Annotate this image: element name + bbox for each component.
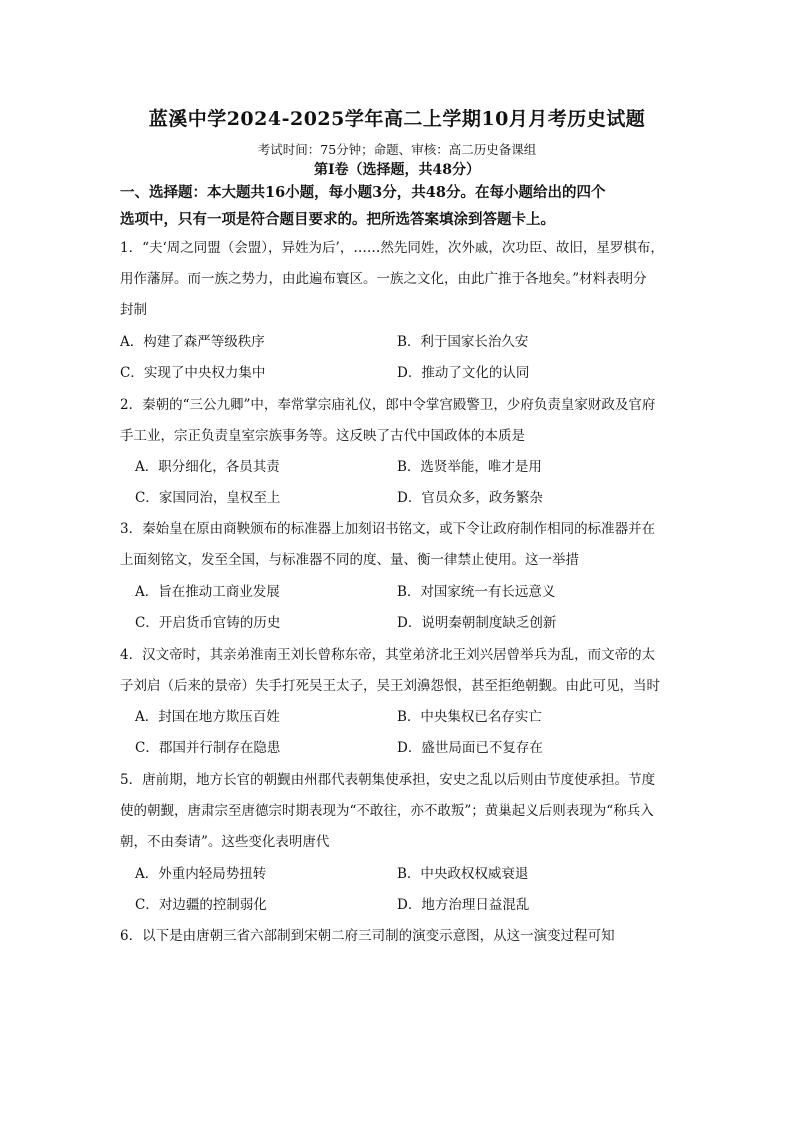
option-c: C．实现了中央权力集中	[120, 365, 266, 381]
exam-meta: 考试时间：75分钟；命题、审核：高二历史备课组	[257, 142, 537, 157]
option-a: A．封国在地方欺压百姓	[135, 709, 280, 725]
question-text-line: 2．秦朝的“三公九卿”中，奉常掌宗庙礼仪，郎中令掌宫殿警卫，少府负责皇家财政及官府	[120, 397, 656, 413]
question-text-line: 1．“夫‘周之同盟（会盟），异姓为后’，……然先同姓，次外戚，次功臣、故旧，星罗棋布，	[120, 240, 664, 256]
instructions-line-1: 一、选择题：本大题共16小题，每小题3分，共48分。在每小题给出的四个	[120, 184, 606, 201]
question-text-line: 手工业，宗正负责皇室宗族事务等。这反映了古代中国政体的本质是	[120, 428, 525, 444]
option-b: B．中央政权权威衰退	[397, 866, 529, 882]
option-d: D．地方治理日益混乱	[397, 897, 530, 913]
option-c: C．家国同治，皇权至上	[135, 490, 281, 506]
question-text-line: 用作藩屏。而一族之势力，由此遍布寰区。一族之文化，由此广推于各地矣。”材料表明分	[120, 271, 647, 287]
option-a: A．职分细化，各员其责	[135, 459, 280, 475]
question-text-line: 封制	[120, 302, 147, 318]
option-a: A．旨在推动工商业发展	[135, 584, 280, 600]
option-c: C．郡国并行制存在隐患	[135, 740, 281, 756]
option-b: B．利于国家长治久安	[397, 334, 529, 350]
instructions-line-2: 选项中，只有一项是符合题目要求的。把所选答案填涂到答题卡上。	[120, 211, 555, 228]
option-c: C．开启货币官铸的历史	[135, 615, 281, 631]
question-text-line: 上面刻铭文，发至全国，与标准器不同的度、量、衡一律禁止使用。这一举措	[120, 552, 579, 568]
option-d: D．说明秦朝制度缺乏创新	[397, 615, 557, 631]
option-d: D．盛世局面已不复存在	[397, 740, 543, 756]
option-b: B．对国家统一有长远意义	[397, 584, 556, 600]
question-text-line: 4．汉文帝时，其亲弟淮南王刘长曾称东帝，其堂弟济北王刘兴居曾举兵为乱，而文帝的太	[120, 647, 656, 663]
option-b: B．中央集权已名存实亡	[397, 709, 542, 725]
question-text-line: 5．唐前期，地方长官的朝觐由州郡代表朝集使承担，安史之乱以后则由节度使承担。节度	[120, 772, 656, 788]
option-a: A．构建了森严等级秩序	[120, 334, 265, 350]
option-d: D．推动了文化的认同	[397, 365, 530, 381]
option-d: D．官员众多，政务繁杂	[397, 490, 543, 506]
question-text-line: 使的朝觐，唐肃宗至唐德宗时期表现为“不敢往，亦不敢叛”；黄巢起义后则表现为“称兵入	[120, 803, 654, 819]
question-text-line: 3．秦始皇在原由商鞅颁布的标准器上加刻诏书铭文，或下令让政府制作相同的标准器并在	[120, 521, 656, 537]
exam-title: 蓝溪中学2024-2025学年高二上学期10月月考历史试题	[148, 108, 646, 130]
option-b: B．选贤举能，唯才是用	[397, 459, 542, 475]
option-c: C．对边疆的控制弱化	[135, 897, 267, 913]
section-title: 第Ⅰ卷（选择题，共48分）	[313, 162, 481, 178]
question-text-line: 朝，不由奏请”。这些变化表明唐代	[120, 834, 330, 850]
question-text-line: 6．以下是由唐朝三省六部制到宋朝二府三司制的演变示意图，从这一演变过程可知	[120, 928, 615, 944]
option-a: A．外重内轻局势扭转	[135, 866, 267, 882]
question-text-line: 子刘启（后来的景帝）失手打死吴王太子，吴王刘濞怨恨，甚至拒绝朝觐。由此可见，当时	[120, 678, 660, 694]
